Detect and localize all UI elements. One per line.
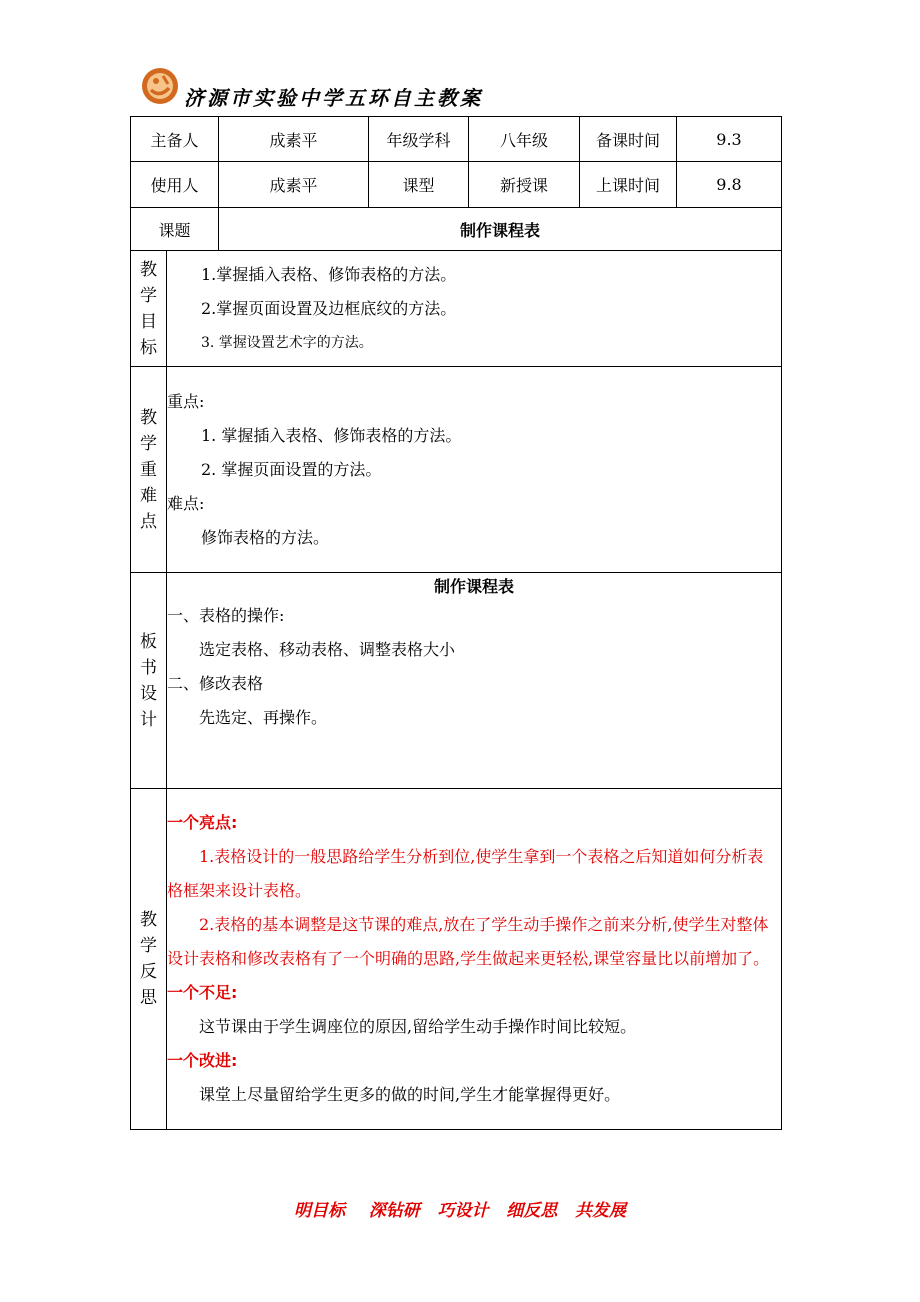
grade-subject-value: 八年级 — [469, 117, 580, 162]
school-title: 济源市实验中学五环自主教案 — [184, 86, 483, 110]
prep-time-value: 9.3 — [677, 117, 782, 162]
table-row — [131, 162, 782, 208]
shortcoming-heading: 一个不足: — [167, 983, 238, 1002]
table-row — [131, 208, 782, 251]
preparer-value: 成素平 — [219, 117, 369, 162]
table-row — [131, 117, 782, 162]
grade-subject-label: 年级学科 — [369, 117, 469, 162]
board-title: 制作课程表 — [434, 577, 515, 596]
improvement-heading: 一个改进: — [167, 1051, 238, 1070]
class-time-value: 9.8 — [677, 162, 782, 208]
lesson-type-value: 新授课 — [469, 162, 580, 208]
key-item: 1. 掌握插入表格、修饰表格的方法。 — [201, 425, 462, 445]
goal-item: 1.掌握插入表格、修饰表格的方法。 — [201, 264, 457, 284]
reflection-label: 教 学 反 思 — [131, 789, 167, 1130]
goal-item: 3. 掌握设置艺术字的方法。 — [201, 334, 373, 351]
improvement-text: 课堂上尽量留给学生更多的做的时间,学生才能掌握得更好。 — [199, 1085, 621, 1104]
lesson-type-label: 课型 — [369, 162, 469, 208]
board-line: 先选定、再操作。 — [199, 708, 328, 727]
difficulty-item: 修饰表格的方法。 — [201, 527, 330, 547]
school-logo-icon — [140, 66, 180, 106]
goals-content — [167, 251, 782, 367]
goals-label: 教 学 目 标 — [131, 251, 167, 367]
reflection-row — [131, 789, 782, 1130]
board-line: 一、表格的操作: — [167, 606, 285, 625]
difficulty-heading: 难点: — [167, 493, 205, 513]
goals-row — [131, 251, 782, 367]
keypoints-row — [131, 367, 782, 573]
footer-motto: 明目标 深钻研 巧设计 细反思 共发展 — [294, 1201, 626, 1221]
topic-label: 课题 — [131, 208, 219, 251]
keypoints-content — [167, 367, 782, 573]
board-line: 二、修改表格 — [167, 674, 264, 693]
class-time-label: 上课时间 — [580, 162, 677, 208]
board-content — [167, 573, 782, 789]
page-header — [140, 66, 780, 116]
board-line: 选定表格、移动表格、调整表格大小 — [199, 640, 456, 659]
highlight-item: 2.表格的基本调整是这节课的难点,放在了学生动手操作之前来分析,使学生对整体设计表格和修改表格有了一个明确的思路,学生做起来更轻松,课堂容量比以前增加了。 — [167, 915, 770, 968]
key-heading: 重点: — [167, 391, 205, 411]
user-value: 成素平 — [219, 162, 369, 208]
board-row — [131, 573, 782, 789]
prep-time-label: 备课时间 — [580, 117, 677, 162]
reflection-content — [167, 789, 782, 1130]
preparer-label: 主备人 — [131, 117, 219, 162]
highlight-heading: 一个亮点: — [167, 813, 238, 832]
shortcoming-text: 这节课由于学生调座位的原因,留给学生动手操作时间比较短。 — [199, 1017, 637, 1036]
keypoints-label: 教 学 重 难 点 — [131, 367, 167, 573]
lesson-plan-table — [130, 116, 782, 1130]
highlight-item: 1.表格设计的一般思路给学生分析到位,使学生拿到一个表格之后知道如何分析表格框架来设计表格。 — [167, 847, 764, 900]
topic-value: 制作课程表 — [219, 208, 782, 251]
goal-item: 2.掌握页面设置及边框底纹的方法。 — [201, 298, 457, 318]
board-label: 板 书 设 计 — [131, 573, 167, 789]
key-item: 2. 掌握页面设置的方法。 — [201, 459, 382, 479]
user-label: 使用人 — [131, 162, 219, 208]
